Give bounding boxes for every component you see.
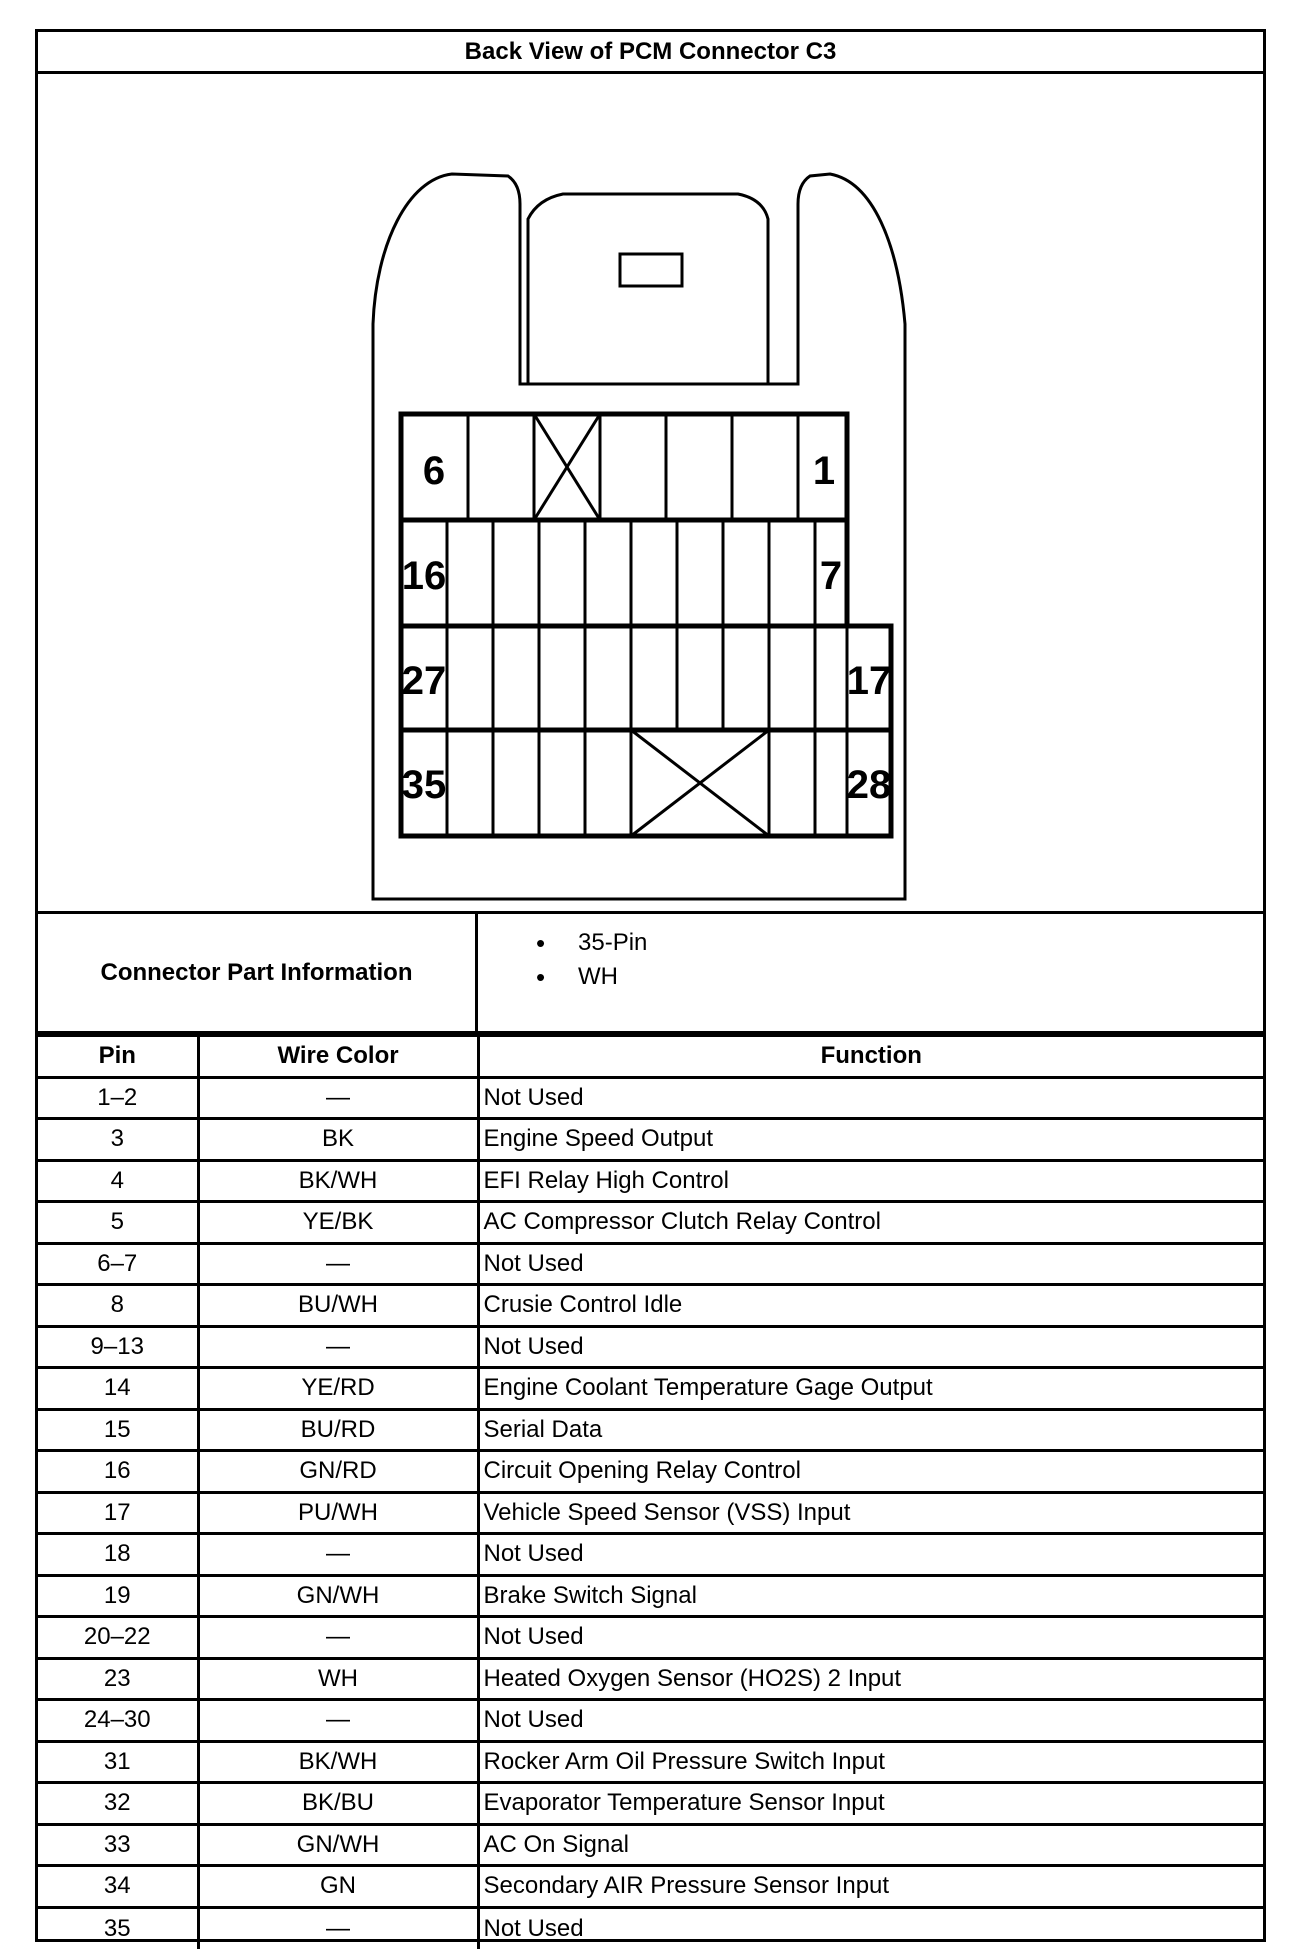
cavity-label-28: 28 bbox=[846, 763, 892, 807]
wire-color-cell: — bbox=[198, 1907, 478, 1949]
table-row bbox=[38, 1783, 1263, 1825]
table-row bbox=[38, 1492, 1263, 1534]
function-cell: Heated Oxygen Sensor (HO2S) 2 Input bbox=[478, 1658, 1263, 1700]
header-function: Function bbox=[478, 1036, 1263, 1078]
page-title: Back View of PCM Connector C3 bbox=[38, 32, 1263, 74]
wire-color-cell: — bbox=[198, 1326, 478, 1368]
wire-color-cell: BK bbox=[198, 1119, 478, 1161]
part-info-item: • WH bbox=[478, 960, 647, 994]
wire-color-cell: WH bbox=[198, 1658, 478, 1700]
pin-cell: 35 bbox=[38, 1907, 198, 1949]
part-info-list bbox=[478, 926, 647, 994]
function-cell: Evaporator Temperature Sensor Input bbox=[478, 1783, 1263, 1825]
function-cell: Vehicle Speed Sensor (VSS) Input bbox=[478, 1492, 1263, 1534]
table-row bbox=[38, 1326, 1263, 1368]
cavity-label-16: 16 bbox=[401, 554, 447, 598]
function-cell: Not Used bbox=[478, 1243, 1263, 1285]
function-cell: Secondary AIR Pressure Sensor Input bbox=[478, 1866, 1263, 1908]
pin-cell: 3 bbox=[38, 1119, 198, 1161]
wire-color-cell: — bbox=[198, 1700, 478, 1742]
part-info-item: • 35-Pin bbox=[478, 926, 647, 960]
part-info-label: Connector Part Information bbox=[38, 914, 478, 1031]
wire-color-cell: GN/WH bbox=[198, 1824, 478, 1866]
wire-color-cell: — bbox=[198, 1617, 478, 1659]
connector-part-information bbox=[38, 914, 1263, 1034]
pin-cell: 17 bbox=[38, 1492, 198, 1534]
wire-color-cell: YE/BK bbox=[198, 1202, 478, 1244]
function-cell: Crusie Control Idle bbox=[478, 1285, 1263, 1327]
table-row bbox=[38, 1243, 1263, 1285]
function-cell: Not Used bbox=[478, 1617, 1263, 1659]
latch-tab bbox=[528, 194, 768, 384]
wire-color-cell: GN/RD bbox=[198, 1451, 478, 1493]
function-cell: Brake Switch Signal bbox=[478, 1575, 1263, 1617]
pin-cell: 19 bbox=[38, 1575, 198, 1617]
pin-cell: 24–30 bbox=[38, 1700, 198, 1742]
wire-color-cell: YE/RD bbox=[198, 1368, 478, 1410]
wire-color-cell: BK/BU bbox=[198, 1783, 478, 1825]
function-cell: AC Compressor Clutch Relay Control bbox=[478, 1202, 1263, 1244]
wire-color-cell: — bbox=[198, 1534, 478, 1576]
function-cell: Not Used bbox=[478, 1534, 1263, 1576]
table-row bbox=[38, 1202, 1263, 1244]
function-cell: Not Used bbox=[478, 1326, 1263, 1368]
pin-cell: 9–13 bbox=[38, 1326, 198, 1368]
cavity-label-1: 1 bbox=[812, 449, 836, 493]
pin-cell: 18 bbox=[38, 1534, 198, 1576]
pin-cell: 16 bbox=[38, 1451, 198, 1493]
table-row bbox=[38, 1741, 1263, 1783]
table-row bbox=[38, 1617, 1263, 1659]
table-row bbox=[38, 1907, 1263, 1949]
connector-drawing bbox=[38, 74, 1263, 911]
table-row bbox=[38, 1658, 1263, 1700]
pin-cell: 31 bbox=[38, 1741, 198, 1783]
table-row bbox=[38, 1534, 1263, 1576]
wire-color-cell: BK/WH bbox=[198, 1741, 478, 1783]
table-row bbox=[38, 1285, 1263, 1327]
connector-document bbox=[35, 29, 1266, 1942]
table-row bbox=[38, 1824, 1263, 1866]
function-cell: Not Used bbox=[478, 1077, 1263, 1119]
cavity-label-35: 35 bbox=[401, 763, 447, 807]
pin-cell: 32 bbox=[38, 1783, 198, 1825]
function-cell: Circuit Opening Relay Control bbox=[478, 1451, 1263, 1493]
pin-cell: 20–22 bbox=[38, 1617, 198, 1659]
table-row bbox=[38, 1119, 1263, 1161]
function-cell: Engine Speed Output bbox=[478, 1119, 1263, 1161]
table-row bbox=[38, 1077, 1263, 1119]
wire-color-cell: BK/WH bbox=[198, 1160, 478, 1202]
pin-cell: 4 bbox=[38, 1160, 198, 1202]
wire-color-cell: PU/WH bbox=[198, 1492, 478, 1534]
function-cell: Not Used bbox=[478, 1700, 1263, 1742]
function-cell: EFI Relay High Control bbox=[478, 1160, 1263, 1202]
connector-diagram bbox=[38, 74, 1263, 914]
pin-cell: 14 bbox=[38, 1368, 198, 1410]
pin-table bbox=[38, 1034, 1263, 1949]
wire-color-cell: GN bbox=[198, 1866, 478, 1908]
pin-cell: 6–7 bbox=[38, 1243, 198, 1285]
pin-cell: 1–2 bbox=[38, 1077, 198, 1119]
pin-cell: 8 bbox=[38, 1285, 198, 1327]
wire-color-cell: BU/WH bbox=[198, 1285, 478, 1327]
wire-color-cell: BU/RD bbox=[198, 1409, 478, 1451]
pin-cell: 23 bbox=[38, 1658, 198, 1700]
function-cell: Engine Coolant Temperature Gage Output bbox=[478, 1368, 1263, 1410]
header-wire-color: Wire Color bbox=[198, 1036, 478, 1078]
wire-color-cell: — bbox=[198, 1243, 478, 1285]
table-row bbox=[38, 1575, 1263, 1617]
table-row bbox=[38, 1700, 1263, 1742]
cavity-label-17: 17 bbox=[846, 659, 892, 703]
table-row bbox=[38, 1409, 1263, 1451]
function-cell: Serial Data bbox=[478, 1409, 1263, 1451]
cavity-label-6: 6 bbox=[422, 449, 446, 493]
pin-cell: 5 bbox=[38, 1202, 198, 1244]
function-cell: AC On Signal bbox=[478, 1824, 1263, 1866]
wire-color-cell: — bbox=[198, 1077, 478, 1119]
table-row bbox=[38, 1451, 1263, 1493]
wire-color-cell: GN/WH bbox=[198, 1575, 478, 1617]
function-cell: Rocker Arm Oil Pressure Switch Input bbox=[478, 1741, 1263, 1783]
table-row bbox=[38, 1866, 1263, 1908]
latch-window bbox=[620, 254, 682, 286]
table-row bbox=[38, 1160, 1263, 1202]
connector-housing-outline bbox=[373, 174, 905, 899]
cavity-label-7: 7 bbox=[819, 554, 843, 598]
function-cell: Not Used bbox=[478, 1907, 1263, 1949]
table-row bbox=[38, 1368, 1263, 1410]
table-header-row bbox=[38, 1036, 1263, 1078]
header-pin: Pin bbox=[38, 1036, 198, 1078]
pin-cell: 15 bbox=[38, 1409, 198, 1451]
pin-cell: 34 bbox=[38, 1866, 198, 1908]
cavity-label-27: 27 bbox=[401, 659, 447, 703]
pin-cell: 33 bbox=[38, 1824, 198, 1866]
